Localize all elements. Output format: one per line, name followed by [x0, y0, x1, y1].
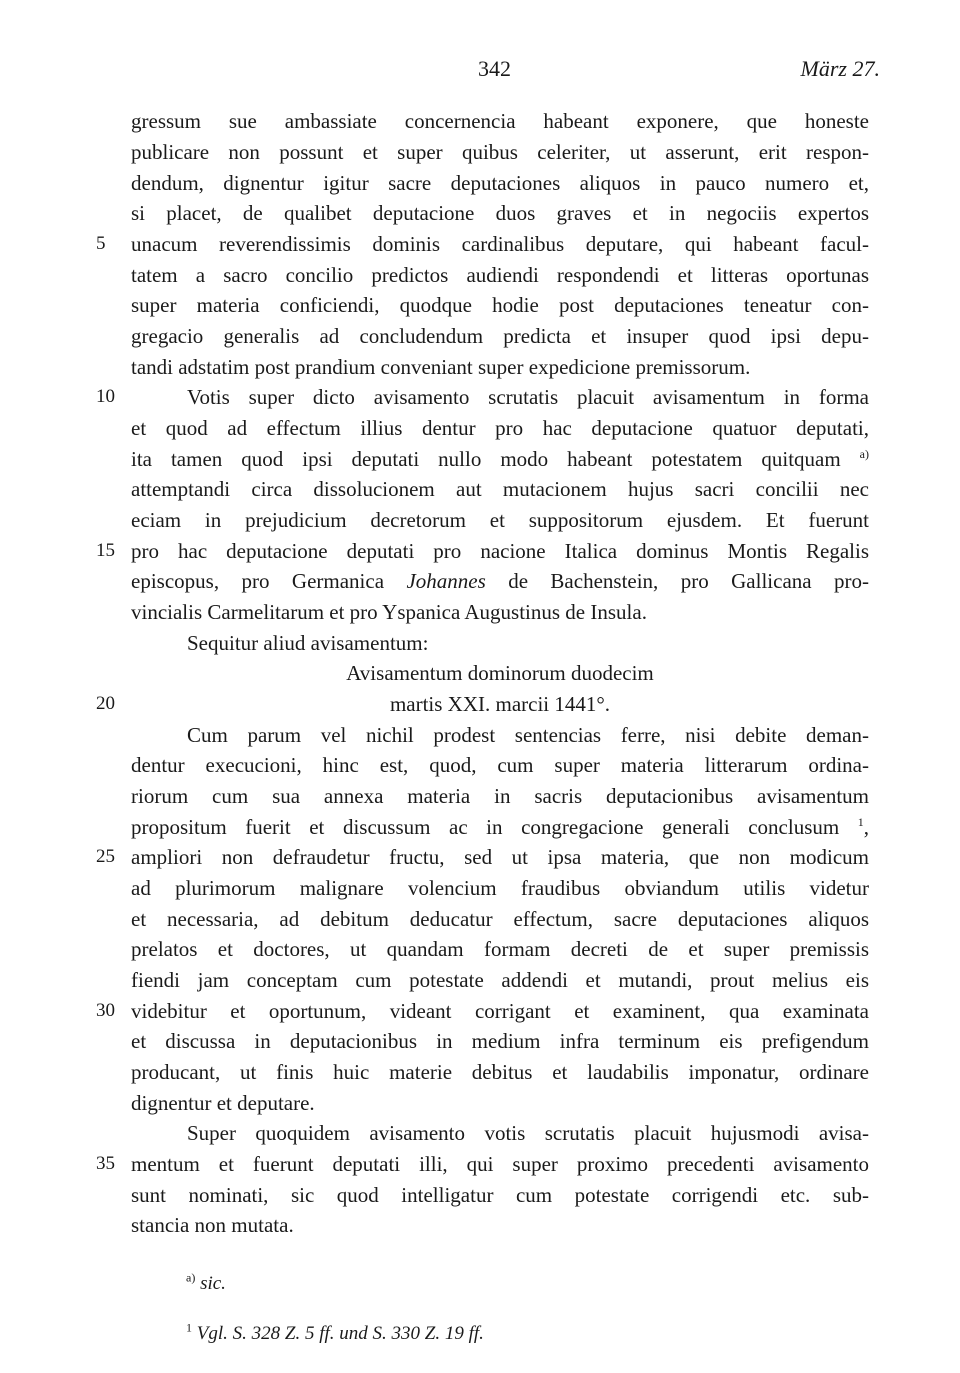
line-number-10: 10	[96, 386, 115, 407]
line-number-30: 30	[96, 1000, 115, 1021]
text-line-29: fiendi jam conceptam cum potestate addendi et mutandi, prout melius eis	[131, 968, 869, 992]
text-line-15: pro hac deputacione deputati pro nacione Italica dominus Montis Regalis	[131, 539, 869, 563]
text-line-33: dignentur et deputare.	[131, 1091, 315, 1115]
footnote-a-mark: a)	[186, 1270, 196, 1285]
text-line-16	[131, 568, 869, 594]
text-line-11: et quod ad effectum illius dentur pro hac deputacione quatuor deputati,	[131, 416, 869, 440]
footnote-ref-a: a)	[859, 447, 869, 461]
text-line-2: publicare non possunt et super quibus celeriter, ut asserunt, erit respon-	[131, 140, 869, 164]
footnote-1-mark: 1	[186, 1320, 192, 1335]
text-line-36: sunt nominati, sic quod intelligatur cum potestate corrigendi etc. sub-	[131, 1183, 869, 1207]
footnote-1-text: Vgl. S. 328 Z. 5 ff. und S. 330 Z. 19 ff.	[196, 1323, 484, 1344]
page-number: 342	[478, 56, 511, 81]
text-line-28: prelatos et doctores, ut quandam formam decreti de et super premissis	[131, 937, 869, 961]
footnote-a	[186, 1272, 226, 1296]
text-line-17: vincialis Carmelitarum et pro Yspanica Augustinus de Insula.	[131, 600, 647, 624]
line-number-5: 5	[96, 233, 106, 254]
text-line-34: Super quoquidem avisamento votis scrutatis placuit hujusmodi avisa-	[187, 1121, 869, 1145]
text-line-9: tandi adstatim post prandium conveniant super expedicione premissorum.	[131, 355, 751, 379]
text-line-30: videbitur et oportunum, videant corrigant et examinent, qua examinata	[131, 999, 869, 1023]
footnote-a-text: sic.	[200, 1273, 226, 1294]
text-line-24-text: propositum fuerit et discussum ac in congregacione generali conclusum	[131, 815, 840, 839]
text-line-31: et discussa in deputacionibus in medium infra terminum eis prefigendum	[131, 1029, 869, 1053]
text-line-5: unacum reverendissimis dominis cardinalibus deputare, qui habeant facul-	[131, 232, 869, 256]
text-line-35: mentum et fuerunt deputati illi, qui super proximo precedenti avisamento	[131, 1152, 869, 1176]
text-line-37: stancia non mutata.	[131, 1213, 294, 1237]
section-heading-line-2: martis XXI. marcii 1441°.	[389, 692, 611, 716]
text-line-14: eciam in prejudicium decretorum et suppositorum ejusdem. Et fuerunt	[131, 508, 869, 532]
text-line-3: dendum, dignentur igitur sacre deputaciones aliquos in pauco numero et,	[131, 171, 869, 195]
text-line-18: Sequitur aliud avisamentum:	[187, 631, 429, 655]
text-line-25: ampliori non defraudetur fructu, sed ut ipsa materia, que non modicum	[131, 845, 869, 869]
line-number-20: 20	[96, 693, 115, 714]
text-line-10: Votis super dicto avisamento scrutatis placuit avisamentum in forma	[187, 385, 869, 409]
text-line-13: attemptandi circa dissolucionem aut mutacionem hujus sacri concilii nec	[131, 477, 869, 501]
italic-name: Johannes	[406, 569, 486, 593]
text-line-23: riorum cum sua annexa materia in sacris deputacionibus avisamentum	[131, 784, 869, 808]
line-number-15: 15	[96, 540, 115, 561]
footnote-1	[186, 1322, 484, 1346]
text-line-32: producant, ut finis huic materie debitus et laudabilis imponatur, ordinare	[131, 1060, 869, 1084]
text-line-16a: episcopus, pro Germanica	[131, 569, 385, 593]
text-line-12-text: ita tamen quod ipsi deputati nullo modo habeant potestatem quitquam	[131, 447, 841, 471]
text-line-16b: de Bachenstein, pro Gallicana pro-	[508, 569, 869, 593]
text-line-26: ad plurimorum malignare volencium fraudibus obviandum utilis videtur	[131, 876, 869, 900]
text-line-27: et necessaria, ad debitum deducatur effectum, sacre deputaciones aliquos	[131, 907, 869, 931]
page-header	[0, 56, 960, 86]
footnote-ref-1: 1	[857, 815, 864, 829]
text-line-6: tatem a sacro concilio predictos audiendi respondendi et litteras oportunas	[131, 263, 869, 287]
text-line-7: super materia conficiendi, quodque hodie post deputaciones teneatur con-	[131, 293, 869, 317]
text-line-4: si placet, de qualibet deputacione duos graves et in negociis expertos	[131, 201, 869, 225]
text-line-8: gregacio generalis ad concludendum predicta et insuper quod ipsi depu-	[131, 324, 869, 348]
text-line-1: gressum sue ambassiate concernencia habeant exponere, que honeste	[131, 109, 869, 133]
section-heading-line-1: Avisamentum dominorum duodecim	[346, 661, 654, 685]
text-line-22: dentur execucioni, hinc est, quod, cum super materia litterarum ordina-	[131, 753, 869, 777]
running-head: März 27.	[800, 56, 880, 81]
line-number-25: 25	[96, 846, 115, 867]
text-line-24: propositum fuerit et discussum ac in congregacione generali conclusum $^1$,	[131, 815, 869, 839]
text-line-21: Cum parum vel nichil prodest sentencias ferre, nisi debite deman-	[187, 723, 869, 747]
line-number-35: 35	[96, 1153, 115, 1174]
text-line-12	[131, 446, 869, 472]
